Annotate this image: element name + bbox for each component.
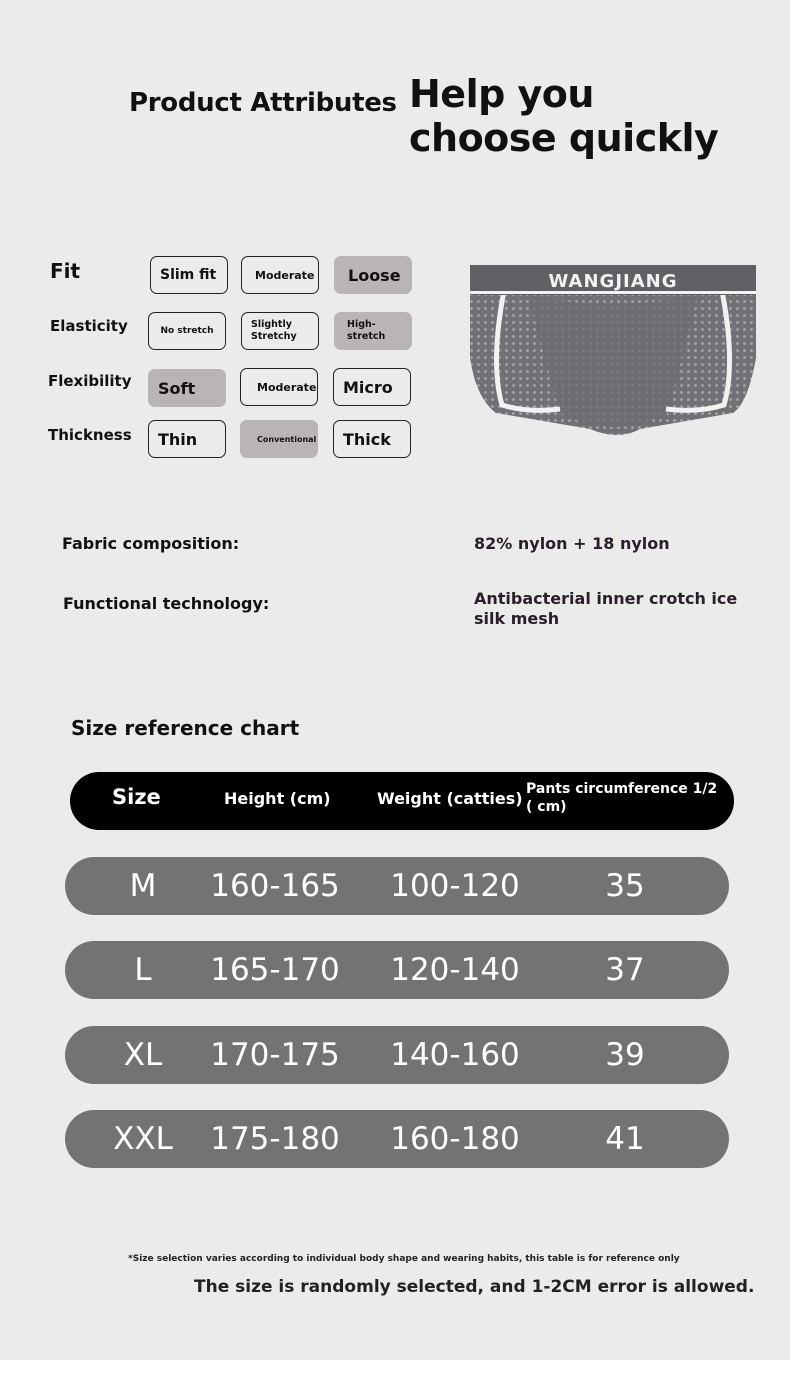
cell-size: XXL — [113, 1121, 173, 1157]
table-row — [65, 1110, 729, 1168]
cell-circumference: 39 — [605, 1037, 645, 1073]
size-table-header — [70, 772, 734, 830]
table-row — [65, 1026, 729, 1084]
attr-label-flexibility: Flexibility — [48, 372, 132, 390]
spec-label-technology: Functional technology: — [63, 594, 270, 613]
chip-fit-loose[interactable]: Loose — [334, 256, 412, 294]
cell-weight: 160-180 — [390, 1121, 520, 1157]
chip-flex-micro[interactable]: Micro — [333, 368, 411, 406]
cell-weight: 120-140 — [390, 952, 520, 988]
chip-elasticity-none[interactable]: No stretch — [148, 312, 226, 350]
chip-thick-thick[interactable]: Thick — [333, 420, 411, 458]
cell-circumference: 41 — [605, 1121, 645, 1157]
chip-elasticity-high[interactable]: High-stretch — [334, 312, 412, 350]
header-pants-circumference: Pants circumference 1/2 ( cm) — [526, 781, 718, 815]
cell-circumference: 37 — [605, 952, 645, 988]
help-choose-line-1: Help you — [409, 72, 594, 116]
bottom-strip — [0, 1360, 790, 1388]
cell-weight: 140-160 — [390, 1037, 520, 1073]
chip-flex-soft[interactable]: Soft — [148, 369, 226, 407]
attr-label-thickness: Thickness — [48, 426, 132, 444]
product-attributes-title: Product Attributes — [129, 88, 397, 118]
size-chart-title: Size reference chart — [71, 716, 300, 740]
table-row — [65, 857, 729, 915]
cell-height: 170-175 — [210, 1037, 340, 1073]
spec-value-technology: Antibacterial inner crotch ice silk mesh — [474, 589, 738, 628]
chip-thick-conventional[interactable]: Conventional — [240, 420, 318, 458]
table-row — [65, 941, 729, 999]
attr-label-fit: Fit — [50, 259, 81, 283]
cell-size: XL — [123, 1037, 163, 1073]
cell-size: M — [129, 868, 157, 904]
cell-height: 175-180 — [210, 1121, 340, 1157]
chip-fit-slim[interactable]: Slim fit — [150, 256, 228, 294]
header-height: Height (cm) — [224, 789, 331, 808]
chip-fit-moderate[interactable]: Moderate — [241, 256, 319, 294]
spec-label-fabric: Fabric composition: — [62, 534, 240, 553]
cell-circumference: 35 — [605, 868, 645, 904]
cell-weight: 100-120 — [390, 868, 520, 904]
cell-size: L — [134, 952, 152, 988]
header-size: Size — [112, 785, 161, 809]
spec-value-fabric: 82% nylon + 18 nylon — [474, 534, 670, 553]
briefs-brand-logo: WANGJIANG — [548, 271, 678, 292]
cell-height: 165-170 — [210, 952, 340, 988]
chip-thick-thin[interactable]: Thin — [148, 420, 226, 458]
attr-label-elasticity: Elasticity — [50, 317, 128, 335]
product-image-briefs — [468, 263, 758, 445]
header-weight: Weight (catties) — [377, 789, 523, 808]
size-error-note: The size is randomly selected, and 1-2CM error is allowed. — [194, 1277, 755, 1297]
help-choose-title — [409, 72, 718, 160]
size-disclaimer-note: *Size selection varies according to individual body shape and wearing habits, this table is for reference only — [128, 1254, 680, 1264]
chip-elasticity-slight[interactable]: Slightly Stretchy — [241, 312, 319, 350]
help-choose-line-2: choose quickly — [409, 116, 719, 160]
chip-flex-moderate[interactable]: Moderate — [240, 368, 318, 406]
cell-height: 160-165 — [210, 868, 340, 904]
